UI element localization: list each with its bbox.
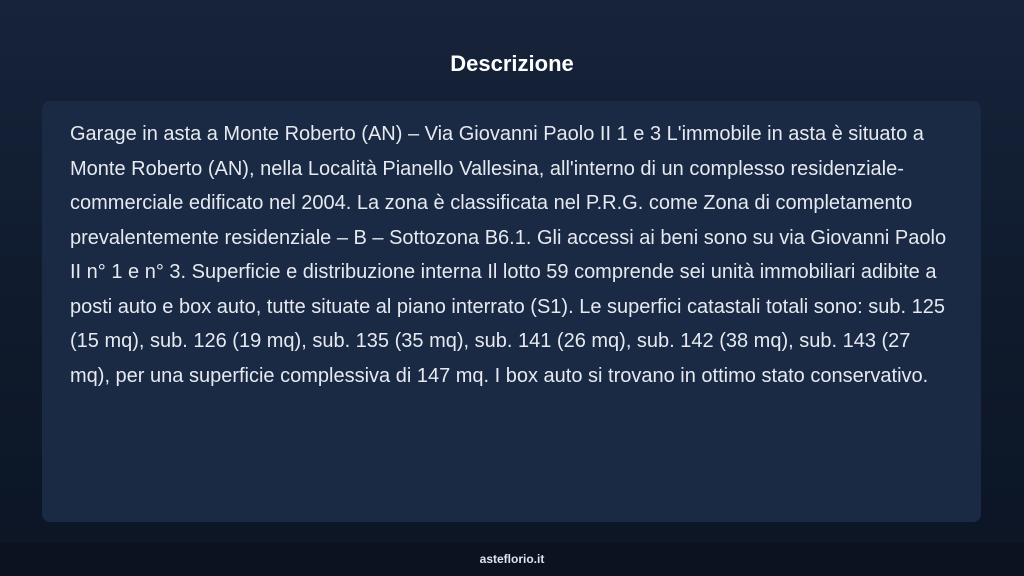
page-title: Descrizione <box>450 51 574 76</box>
description-card <box>42 101 981 522</box>
description-text: Garage in asta a Monte Roberto (AN) – Via Giovanni Paolo II 1 e 3 L'immobile in asta è situato a Monte Roberto (AN), nella Località Pianello Vallesina, all'interno di un complesso residenziale-commerciale edificato nel 2004. La zona è classificata nel P.R.G. come Zona di completamento prevalentemente residenziale – B – Sottozona B6.1. Gli accessi ai beni sono su via Giovanni Paolo II n° 1 e n° 3. Superficie e distribuzione interna Il lotto 59 comprende sei unità immobiliari adibite a posti auto e box auto, tutte situate al piano interrato (S1). Le superfici catastali totali sono: sub. 125 (15 mq), sub. 126 (19 mq), sub. 135 (35 mq), sub. 141 (26 mq), sub. 142 (38 mq), sub. 143 (27 mq), per una superficie complessiva di 147 mq. I box auto si trovano in ottimo stato conservativo. <box>70 123 947 387</box>
footer-site-label: asteflorio.it <box>479 552 545 566</box>
